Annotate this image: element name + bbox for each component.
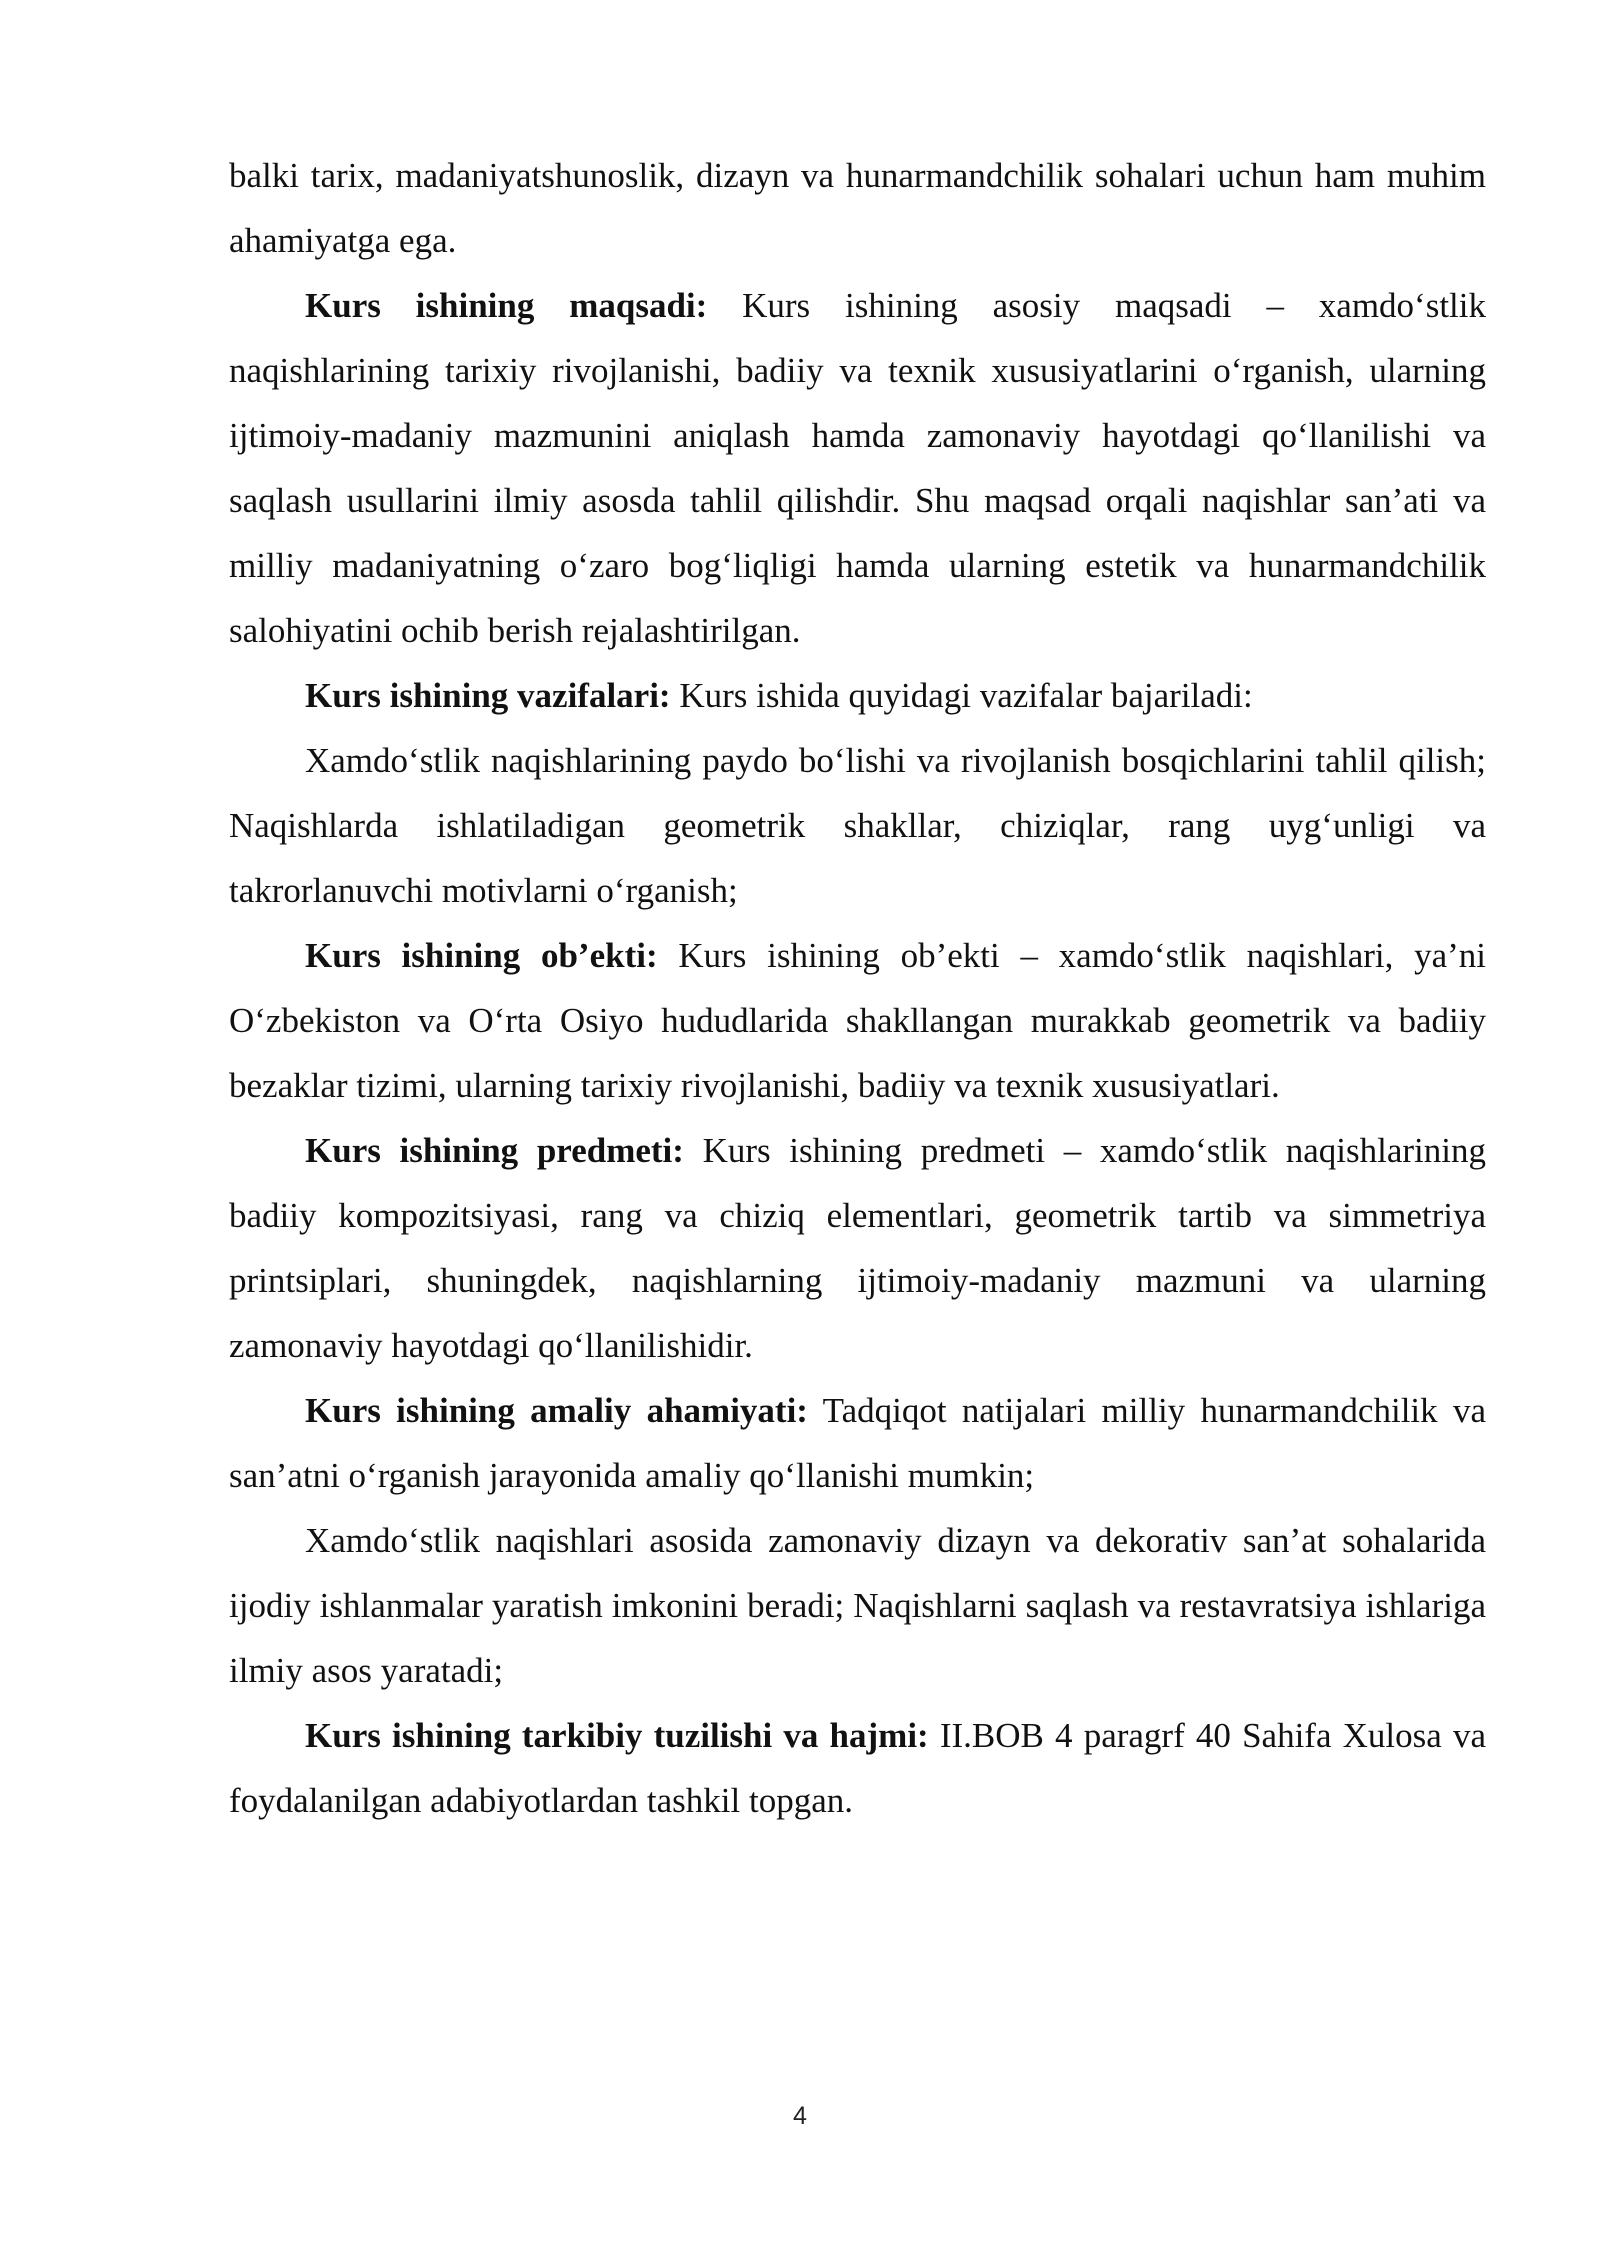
paragraph-text: Kurs ishining ob’ekti – xamdo‘stlik naqishlari, ya’ni O‘zbekiston va O‘rta Osiyo hududlarida shakllangan murakkab geometrik va badiiy bezaklar tizimi, ularning tarixiy rivojlanishi, badiiy va texnik xususiyatlari.	[229, 936, 1486, 1105]
paragraph-text: II.BOB 4 paragrf 40 Sahifa Xulosa va foydalanilgan adabiyotlardan tashkil topgan.	[229, 1716, 1486, 1820]
paragraph-label: Kurs ishining maqsadi:	[305, 286, 708, 325]
paragraph-amaliy-ahamiyati	[229, 1378, 1486, 1508]
paragraph-predmeti	[229, 1118, 1486, 1378]
paragraph-text: Tadqiqot natijalari milliy hunarmandchilik va san’atni o‘rganish jarayonida amaliy qo‘llanishi mumkin;	[229, 1391, 1486, 1495]
body-text	[229, 143, 1486, 1833]
paragraph-intro-continuation	[229, 143, 1486, 273]
paragraph-text: Kurs ishining predmeti – xamdo‘stlik naqishlarining badiiy kompozitsiyasi, rang va chiziq elementlari, geometrik tartib va simmetriya printsiplari, shuningdek, naqishlarning ijtimoiy-madaniy mazmuni va ularning zamonaviy hayotdagi qo‘llanilishidir.	[229, 1131, 1486, 1365]
paragraph-vazifalari-list	[229, 728, 1486, 923]
paragraph-text: Kurs ishining asosiy maqsadi – xamdo‘stlik naqishlarining tarixiy rivojlanishi, badiiy va texnik xususiyatlarini o‘rganish, ularning ijtimoiy-madaniy mazmunini aniqlash hamda zamonaviy hayotdagi qo‘llanilishi va saqlash usullarini ilmiy asosda tahlil qilishdir. Shu maqsad orqali naqishlar san’ati va milliy madaniyatning o‘zaro bog‘liqligi hamda ularning estetik va hunarmandchilik salohiyatini ochib berish rejalashtirilgan.	[229, 286, 1486, 650]
page-number: 4	[793, 2102, 807, 2130]
paragraph-maqsadi	[229, 273, 1486, 663]
paragraph-obekti	[229, 923, 1486, 1118]
paragraph-label: Kurs ishining predmeti:	[305, 1131, 684, 1170]
paragraph-label: Kurs ishining tarkibiy tuzilishi va hajmi:	[305, 1716, 929, 1755]
paragraph-text: Kurs ishida quyidagi vazifalar bajariladi:	[670, 676, 1253, 715]
paragraph-dizayn	[229, 1508, 1486, 1703]
paragraph-text: Xamdo‘stlik naqishlarining paydo bo‘lishi va rivojlanish bosqichlarini tahlil qilish; Naqishlarda ishlatiladigan geometrik shakllar, chiziqlar, rang uyg‘unligi va takrorlanuvchi motivlarni o‘rganish;	[229, 741, 1486, 910]
paragraph-text: balki tarix, madaniyatshunoslik, dizayn va hunarmandchilik sohalari uchun ham muhim ahamiyatga ega.	[229, 156, 1486, 260]
paragraph-label: Kurs ishining vazifalari:	[305, 676, 671, 715]
paragraph-label: Kurs ishining ob’ekti:	[305, 936, 658, 975]
paragraph-tarkibiy-tuzilishi	[229, 1703, 1486, 1833]
paragraph-text: Xamdo‘stlik naqishlari asosida zamonaviy dizayn va dekorativ san’at sohalarida ijodiy ishlanmalar yaratish imkonini beradi; Naqishlarni saqlash va restavratsiya ishlariga ilmiy asos yaratadi;	[229, 1521, 1486, 1690]
paragraph-label: Kurs ishining amaliy ahamiyati:	[305, 1391, 808, 1430]
paragraph-vazifalari	[229, 663, 1486, 728]
